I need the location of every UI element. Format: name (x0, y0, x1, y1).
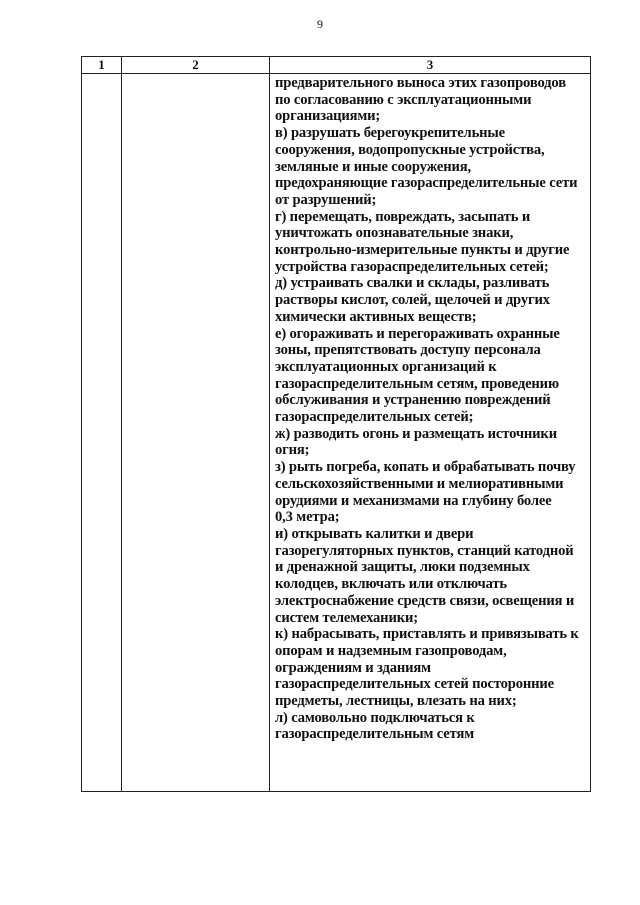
text-line: эксплуатационных организаций к (275, 358, 497, 375)
text-line: предварительного выноса этих газопроводов (275, 75, 566, 91)
text-line: ограждениям и зданиям (275, 659, 431, 676)
text-line: уничтожать опознавательные знаки, (275, 225, 514, 242)
text-line: л) самовольно подключаться к (275, 709, 475, 726)
text-line: организациями; (275, 108, 381, 125)
text-line: растворы кислот, солей, щелочей и других (275, 292, 550, 309)
table-row (82, 74, 591, 792)
text-line: газораспределительных сетей посторонние (275, 676, 555, 693)
text-line: обслуживания и устранению повреждений (275, 392, 551, 409)
text-line: систем телемеханики; (275, 609, 418, 626)
text-line: з) рыть погреба, копать и обрабатывать почву (275, 459, 576, 476)
text-line: контрольно-измерительные пункты и другие (275, 242, 570, 259)
text-line: д) устраивать свалки и склады, разливать (275, 275, 550, 292)
text-line: от разрушений; (275, 191, 377, 208)
text-line: зоны, препятствовать доступу персонала (275, 342, 541, 359)
text-line: земляные и иные сооружения, (275, 158, 471, 175)
text-line: ж) разводить огонь и размещать источники (275, 425, 557, 442)
page-number: 9 (317, 17, 323, 31)
text-line: предметы, лестницы, влезать на них; (275, 693, 517, 710)
text-line: опорам и надземным газопроводам, (275, 642, 507, 659)
text-line: газораспределительным сетям (275, 726, 474, 743)
text-line: орудиями и механизмами на глубину более (275, 492, 552, 509)
column-header-1: 1 (82, 57, 122, 74)
column-2-cell (122, 74, 270, 792)
regulation-table (81, 56, 591, 792)
text-line: г) перемещать, повреждать, засыпать и (275, 208, 531, 225)
text-line: газораспределительных сетей; (275, 409, 474, 426)
text-line: и) открывать калитки и двери (275, 525, 474, 542)
text-line: в) разрушать берегоукрепительные (275, 125, 505, 142)
text-line: предохраняющие газораспределительные сети (275, 175, 578, 192)
column-header-3: 3 (270, 57, 591, 74)
text-line: газораспределительным сетям, проведению (275, 375, 559, 392)
column-3-cell (270, 74, 591, 792)
text-line: сооружения, водопропускные устройства, (275, 141, 545, 158)
text-line: колодцев, включать или отключать (275, 576, 507, 593)
text-line: газорегуляторных пунктов, станций катодной (275, 542, 574, 559)
table-header-row (82, 57, 591, 74)
text-line: по согласованию с эксплуатационными (275, 91, 532, 108)
text-line: 0,3 метра; (275, 509, 340, 526)
text-line: устройства газораспределительных сетей; (275, 258, 549, 275)
column-1-cell (82, 74, 122, 792)
text-line: к) набрасывать, приставлять и привязывать к (275, 626, 579, 643)
text-line: сельскохозяйственными и мелиоративными (275, 475, 564, 492)
text-line: электроснабжение средств связи, освещения и (275, 592, 575, 609)
text-line: е) огораживать и перегораживать охранные (275, 325, 560, 342)
text-line: огня; (275, 442, 310, 459)
text-line: и дренажной защиты, люки подземных (275, 559, 530, 576)
column-header-2: 2 (122, 57, 270, 74)
text-line: химически активных веществ; (275, 308, 477, 325)
